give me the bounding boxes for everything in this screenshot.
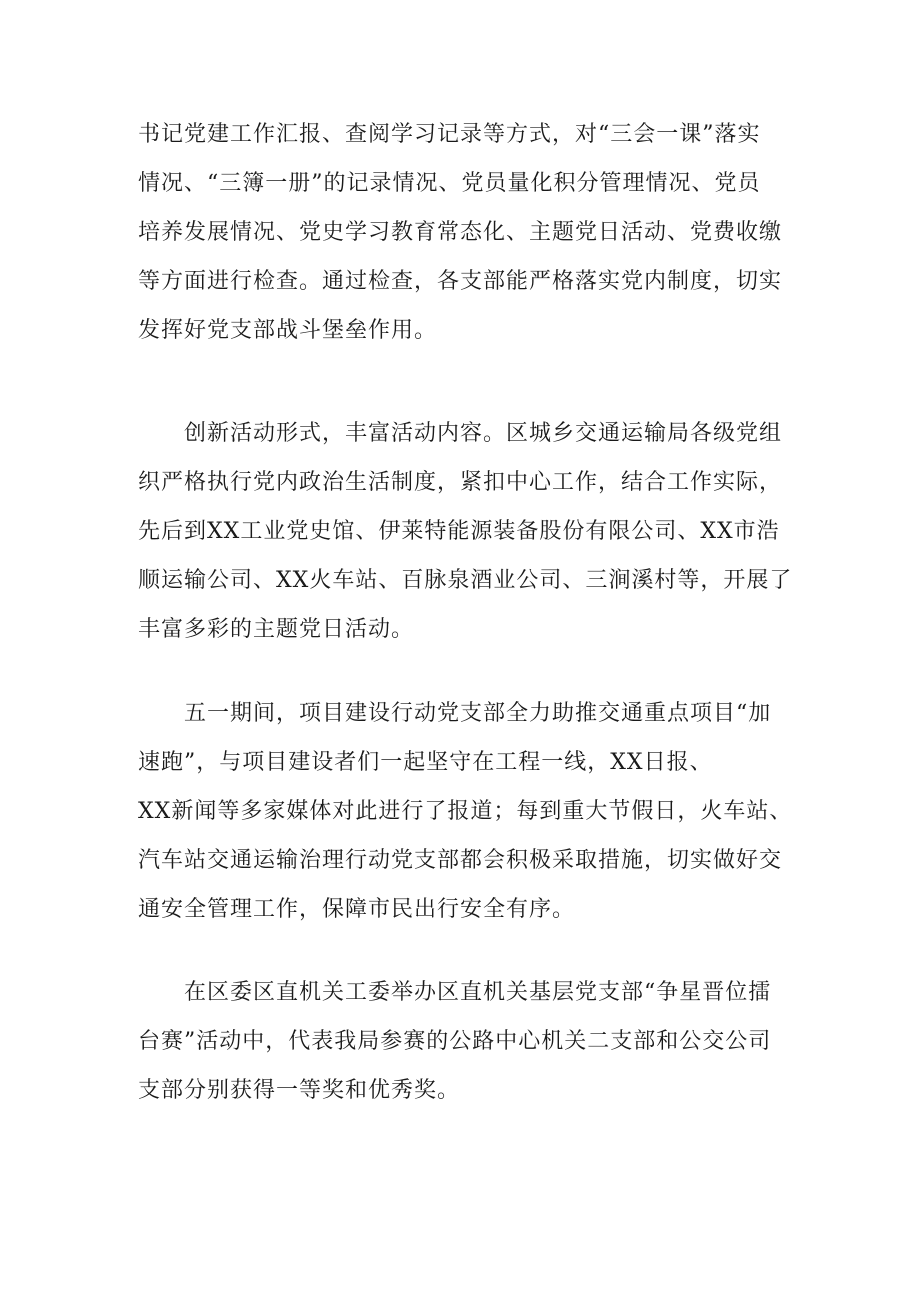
text-line: 织严格执行党内政治生活制度，紧扣中心工作，结合工作实际， (138, 470, 783, 495)
paragraph-competition (138, 968, 838, 1115)
paragraph-inspection (138, 110, 838, 355)
text-line: 速跑”，与项目建设者们一起坚守在工程一线，XX日报、 (138, 750, 713, 775)
text-line: 培养发展情况、党史学习教育常态化、主题党日活动、党费收缴 (138, 220, 783, 245)
text-line: 等方面进行检查。通过检查，各支部能严格落实党内制度，切实 (138, 269, 783, 294)
text-line: 汽车站交通运输治理行动党支部都会积极采取措施，切实做好交 (138, 848, 783, 873)
text-line: 台赛”活动中，代表我局参赛的公路中心机关二支部和公交公司 (138, 1029, 772, 1054)
text-line: XX新闻等多家媒体对此进行了报道；每到重大节假日，火车站、 (138, 799, 793, 824)
text-line: 支部分别获得一等奖和优秀奖。 (138, 1078, 461, 1103)
text-line: 丰富多彩的主题党日活动。 (138, 617, 415, 642)
paragraph-may-day (138, 689, 838, 934)
text-line: 书记党建工作汇报、查阅学习记录等方式，对“三会一课”落实 (138, 122, 761, 147)
text-line: 先后到XX工业党史馆、伊莱特能源装备股份有限公司、XX市浩 (138, 519, 780, 544)
text-line: 通安全管理工作，保障市民出行安全有序。 (138, 897, 576, 922)
text-line: 顺运输公司、XX火车站、百脉泉酒业公司、三涧溪村等，开展了 (138, 568, 793, 593)
text-line: 创新活动形式，丰富活动内容。区城乡交通运输局各级党组 (138, 421, 783, 446)
text-line: 情况、“三簿一册”的记录情况、党员量化积分管理情况、党员 (138, 171, 761, 196)
text-line: 在区委区直机关工委举办区直机关基层党支部“争星晋位擂 (138, 980, 772, 1005)
text-line: 发挥好党支部战斗堡垒作用。 (138, 318, 438, 343)
paragraph-activities (138, 409, 838, 654)
text-line: 五一期间，项目建设行动党支部全力助推交通重点项目“加 (138, 701, 772, 726)
